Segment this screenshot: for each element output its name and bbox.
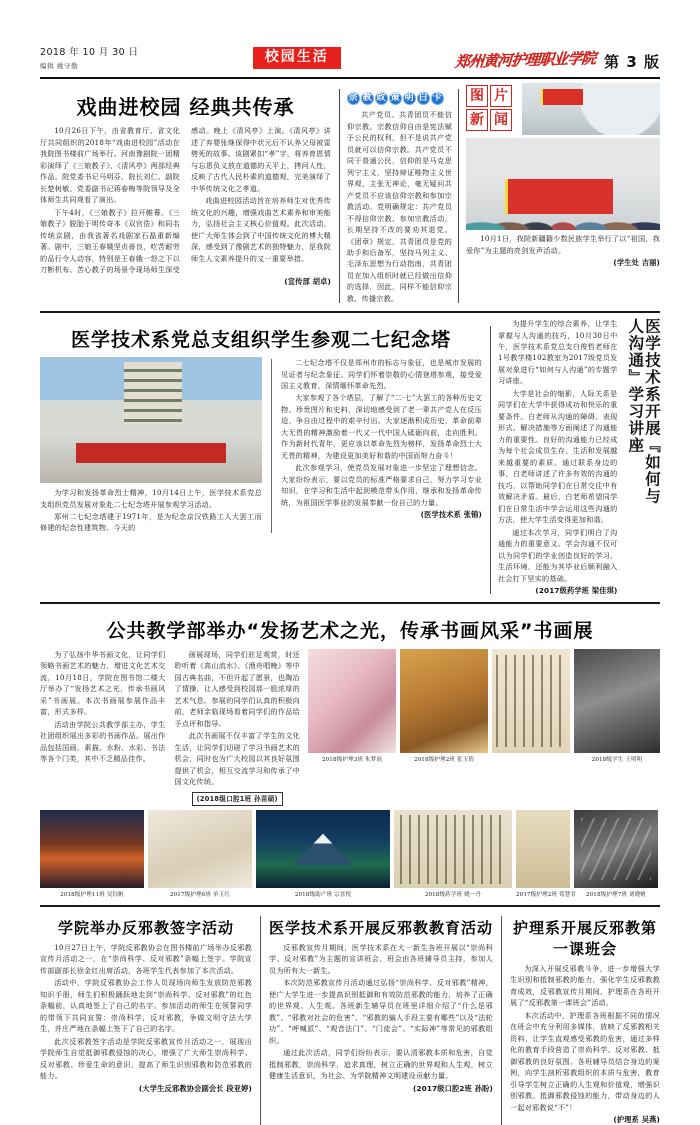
article-art-byline: (2018级口腔1班 孙苗硕) <box>192 792 283 807</box>
section-title-badge: 校园生活 <box>253 47 341 70</box>
article-anticult-class-body <box>510 963 660 1113</box>
paragraph: 二七纪念塔不仅是郑州市的标志与象征，也是城市发展的见证者与纪念象征。同学们怀着崇敬的心情登塔参观，接受爱国主义教育，深情缅怀革命先烈。 <box>281 358 482 390</box>
masthead-left <box>40 47 138 70</box>
article-memorial-right-body <box>281 357 482 508</box>
paragraph: 10月27日上午，学院反邪教协会在图书楼前广场举办反邪教宣传月活动之一，在“崇尚科学、反对邪教”条幅上签字。学院宣传部副部长徐金红出席活动，各班学生代表参加了本次活动。 <box>40 942 252 975</box>
artwork-caption: 2018级助产班 宗喜悦 <box>294 892 352 899</box>
artwork-caption: 2018级药学班 姚一丹 <box>424 892 482 899</box>
article-opera-body <box>40 125 331 275</box>
badge-char: 教 <box>362 93 373 104</box>
paragraph: 下午4时，《三娘教子》拉开帷幕。《三娘教子》脱胎于明传奇本《双官诰》和同名传统京剧，由我省著名戏剧家石磊重新编著。剧中，三娘王春娥坚贞善良，吃苦耐劳的品行令人动容，特别是王春娥一怒之下以刀断机布、苦心教子的场景令现场师生深受感动。晚上《清风亭》上演。《清风亭》讲述了弃婴张继保得中状元后不认养父母被雷劈死的故事。该剧紧扣“孝”字，将养育恩情与忘恩负义放在道德的天平上，拷问人性，反映了古代人民朴素的道德观，完美演绎了中华传统文化之孝道。 <box>40 126 331 274</box>
badge-char: 白 <box>418 93 429 104</box>
article-anticult-class-byline: (护理系 吴燕) <box>613 1115 660 1125</box>
badge-char: 卡 <box>432 93 443 104</box>
publication-logo: 郑州黄河护理职业学院 <box>454 49 597 71</box>
badge-char: 新 <box>466 109 488 131</box>
article-memorial-left-col <box>40 357 262 535</box>
article-anticult-education-byline: (2017级口腔2班 孙盼) <box>412 1083 493 1093</box>
article-anticult-education-body <box>269 942 493 1082</box>
article-anticult-class-headline: 护理系开展反邪教第一课班会 <box>512 918 657 958</box>
column-divider <box>501 916 502 1125</box>
religion-policy-card <box>347 83 458 305</box>
badge-char: 图 <box>466 85 488 107</box>
column-divider <box>260 916 261 1125</box>
artwork-caption: 2018级护理3班 朱梦瑶 <box>321 756 383 763</box>
artwork-image <box>574 649 660 753</box>
artwork-caption: 2018级护理2班 张玉倩 <box>413 756 475 763</box>
photo-news <box>466 83 660 305</box>
gallery-item <box>394 810 512 898</box>
article-anticult-signing <box>40 912 252 1125</box>
editor-credit: 编辑 姚守勤 <box>40 61 79 70</box>
article-anticult-signing-headline: 学院举办反邪教签字活动 <box>57 918 234 937</box>
article-communication <box>498 318 660 596</box>
artwork-image <box>148 810 252 888</box>
mid-block <box>0 318 700 596</box>
artwork-image <box>516 810 570 888</box>
gallery-item <box>256 810 390 898</box>
article-anticult-signing-body <box>40 942 252 1082</box>
article-anticult-education <box>269 912 493 1125</box>
paragraph: 大家参观了各个塔层，了解了“二·七”大罢工的各种历史文物、珍贵图片和史料，深切地感受到了老一辈共产党人在反压迫、争自由过程中的艰辛付出。大家逐渐积成历史，革命前辈大无畏的精神激励着一代又一代中国人砥砺向前，走向胜利。作为新时代青年，更应该以革命先烈为榜样，发扬革命烈士大无畏的精神，为建设更加美好和谐的中国而努力奋斗！ <box>281 393 482 460</box>
gallery-item <box>40 810 144 898</box>
artwork-image <box>308 649 396 753</box>
photo-news-badge <box>466 85 512 131</box>
article-memorial-right-col <box>281 357 482 535</box>
column-divider <box>490 326 491 594</box>
photo-students-with-flag <box>466 138 660 230</box>
paragraph: 此次反邪教签字活动是学院反邪教宣传月活动之一，展现出学院师生自觉抵御邪教侵蚀的决心，增强了广大师生崇尚科学、反对邪教、珍爱生命的意识，提高了师生识别邪教和防范邪教的能力。 <box>40 1036 252 1081</box>
article-opera-byline: (宣传部 胡卓) <box>284 277 331 287</box>
article-opera-headline: 戏曲进校园 经典共传承 <box>76 95 295 120</box>
publication-date: 2018 年 10 月 30 日 <box>40 47 139 58</box>
bottom-block <box>0 912 700 1125</box>
artwork-image <box>400 649 488 753</box>
paragraph: 为学习和发扬革命烈士精神，10月14日上午，医学技术系党总支组织党员发展对象赴二七纪念塔开展参观学习活动。 <box>40 488 262 509</box>
paragraph: 戏曲进校园活动旨在培养师生对优秀传统文化的兴趣，增强戏曲艺术素养和审美能力，弘扬社会主义核心价值观。此次活动，使广大师生体会到了中国传统文化的博大精深，感受到了豫剧艺术的独特魅力，是我院师生人文素养提升的又一重要举措。 <box>190 196 331 263</box>
paragraph: 10月26日下午，由省教育厅、省文化厅共同组织的2018年“戏曲进校园”活动在我院图书楼前广场举行。河南豫剧院一团精彩演绎了《三娘教子》、《清风亭》两部经典作品。院党委书记马明芬、院长刘仁、副院长楚树敏、党委副书记蒋春梅等院领导及全体师生共同观看了演出。 <box>40 126 180 205</box>
badge-char: 闻 <box>490 109 512 131</box>
column-divider <box>339 89 340 303</box>
religion-card-badge <box>347 85 445 105</box>
article-communication-body <box>498 318 623 596</box>
article-art-headline: 公共教学部举办“发扬艺术之光，传承书画风采”书画展 <box>106 619 594 642</box>
article-memorial-headline: 医学技术系党总支组织学生参观二七纪念塔 <box>70 329 451 352</box>
gallery-item <box>492 649 570 763</box>
badge-char: 策 <box>390 93 401 104</box>
artwork-image <box>492 649 570 753</box>
article-communication-headline: 医学技术系开展『如何与人沟通』学习讲座 <box>626 318 661 506</box>
paragraph: 画展现场，同学们驻足观赏，时还聆听着《高山流水》、《渔舟唱晚》等中国古典名曲，不但升起了愿景，也陶冶了情操，让人感受到校园那一股浓厚的艺术气息。参展的同学们认真的积极向前，老师亲临现场看着同学们的作品给予点评和指导。 <box>174 649 300 728</box>
badge-char: 片 <box>490 85 512 107</box>
badge-char: 宗 <box>348 93 359 104</box>
paragraph: 郑州二七纪念塔建于1971年，是为纪念京汉铁路工人大罢工而修建的纪念性建筑物。今天的 <box>40 511 262 533</box>
article-memorial-tower <box>40 318 490 596</box>
column-divider <box>458 89 459 303</box>
paragraph: 通过此次活动，同学们纷纷表示，要认清邪教本质和危害，自觉抵制邪教，崇尚科学，追求真理，树立正确的世界观和人生观，树立健康生活意识，为社会、为学院精神文明建设贡献力量。 <box>269 1048 493 1081</box>
article-opera <box>40 83 339 305</box>
article-art-exhibition <box>0 609 700 898</box>
article-communication-byline: (2017级药学班 梁佳琪) <box>535 586 618 596</box>
badge-char: 政 <box>376 93 387 104</box>
paragraph: 大学是社会的缩影，人际关系是同学们在大学中获得成功和快乐的重要条件。白老师从沟通的障碍、表现形式、解决措施等方面阐述了沟通能力的重要性。良好的沟通能力已经成为每个社会成员生存、生活和发展越来越重要的素质。通过联系身边的事，白老师讲述了许多有效的沟通的技巧，以帮助同学们在日常交往中有效解决矛盾。最后，白老师希望同学们在日常生活中学会运用这些沟通的方法，使大学生活变得更加和谐。 <box>498 388 618 525</box>
paragraph: 为深入开展反邪教斗争，进一步增强大学生识别和抵制邪教的能力，强化学生反邪教教育成效，反邪教宣传月期间，护理系在各班开展了“反邪教第一课班会”活动。 <box>510 963 660 1008</box>
gallery-top <box>308 649 660 763</box>
artwork-caption: 2017级护理2班 荀慧君 <box>516 892 577 899</box>
photo-memorial-tower <box>40 357 262 483</box>
paragraph: 10月1日，我院新疆籍少数民族学生举行了以“祖国，我爱你”为主题的亮剑发声活动。 <box>465 234 660 255</box>
paragraph: 反邪教宣传月期间，医学技术系在大一新生各班开展以“崇尚科学、反对邪教”为主题的宣讲班会，班会由各班辅导员主持，参加人员为所有大一新生。 <box>269 942 493 975</box>
artwork-caption: 2018级护理11班 吴钰帆 <box>60 892 124 899</box>
religion-card-body <box>347 109 452 304</box>
paragraph: 本次活动中，护理系各班根据不同的情况在班会中充分利用多媒体，放映了反邪教相关资料，让学生直观感受邪教的危害，通过多样化的教育手段营造了崇尚科学、反对邪教、抵御邪教的良好氛围。各班辅导员结合身边的案例，向学生剖析邪教组织的本质与危害，教育引导学生树立正确的人生观和价值观，增强识别邪教、抵御邪教侵蚀的能力，带动身边的人一起对邪教说“不”！ <box>510 1010 660 1112</box>
artwork-caption: 2017级护理6班 单玉红 <box>169 892 231 899</box>
article-anticult-class <box>510 912 660 1125</box>
article-anticult-education-headline: 医学技术系开展反邪教教育活动 <box>269 918 494 937</box>
paragraph: 活动中，学院反邪教协会工作人员现场向师生发放防范邪教知识手册，师生们积极踊跃地走到“崇尚科学、反对邪教”的红色条幅前，认真地签上了自己的名字。参加活动的师生在领誓同学的带领下共同宣誓：崇尚科学，反对邪教，争做文明守法大学生，并庄严地在条幅上签下了自己的名字。 <box>40 978 252 1034</box>
masthead <box>0 0 700 74</box>
gallery-item <box>574 649 660 763</box>
top-block <box>0 83 700 305</box>
photo-flag-ceremony <box>522 83 660 135</box>
artwork-image <box>394 810 512 888</box>
masthead-rule <box>40 77 660 79</box>
paragraph: 通过本次学习，同学们明白了沟通能力的重要意义。学会沟通不仅可以为同学们的学业创造良好的学习、生活环境，还能为其毕业后顺利融入社会打下坚实的基础。 <box>498 527 618 583</box>
artwork-caption: 2018级学生 王明明 <box>591 756 643 763</box>
article-art-text <box>40 649 300 806</box>
column-divider <box>271 359 272 533</box>
paragraph: 此次书画展不仅丰富了学生的文化生活，让同学们切磋了学习书画艺术的机会，同时也为广大校园以其良好氛围提供了机会，相互交流学习和传承了中国文化传统。 <box>174 731 300 787</box>
paragraph: 为了弘扬中华书画文化，让同学们领略书画艺术的魅力，增进文化艺术交流，10月18日，学院在图书馆二楼大厅举办了“发扬艺术之光，传承书画风采”书画展。本次书画展参展作品丰富，形式多样。 <box>40 649 166 717</box>
artwork-image <box>574 810 658 888</box>
paragraph: 共产党员、共青团员不能信仰宗教。宗教信仰自由是宪法赋予公民的权利，但不是说共产党员就可以信仰宗教。共产党员不同于普通公民，信仰的是马克思列宁主义，坚持辩证唯物主义世界观，主张无神论，毫无疑问共产党员不应该信仰宗教和参加宗教活动。党明确规定：共产党员不得信仰宗教、参加宗教活动，长期坚持不改的要劝其退党。《团章》规定，共青团员是党的助手和后备军，坚持马列主义、毛泽东思想为行动指南，共青团员在加入组织时就已经做出信仰的选择，因此，同样不能信仰宗教、传播宗教。 <box>346 110 453 303</box>
paragraph: 为提升学生的综合素养，让学生掌握与人沟通的技巧，10月30日中午，医学技术系党总支白俊哲老师在1号教学楼102教室为2017级党员发展对象进行“如何与人沟通”的专题学习讲座。 <box>498 319 618 386</box>
article-memorial-left-body <box>40 487 262 534</box>
paragraph: 活动由学院公共教学部主办，学生社团组织展出多彩的书画作品。展出作品包括国画、素描、水粉、水彩、书法等各个门类，其中不乏精品佳作。 <box>40 719 166 764</box>
gallery-bottom <box>40 810 660 898</box>
gallery-item <box>308 649 396 763</box>
article-memorial-byline: (医学技术系 张锦) <box>420 510 482 520</box>
section-divider <box>40 905 660 907</box>
article-anticult-signing-byline: (大学生反邪教协会副会长 段亚婷) <box>138 1083 252 1093</box>
artwork-image <box>256 810 390 888</box>
artwork-caption: 2018级护理7班 刘晓帆 <box>585 892 647 899</box>
photo-news-byline: (学生处 吉丽) <box>613 258 660 268</box>
section-divider <box>40 602 660 604</box>
masthead-right <box>454 49 660 71</box>
edition-number: 第 3 版 <box>604 53 660 71</box>
artwork-image <box>40 810 144 888</box>
paragraph: 此次参观学习，使党员发展对象进一步坚定了理想信念。大家纷纷表示，要以党员的标准严格要求自己，努力学习专业知识，在学习和生活中起到模范带头作用，继承和发扬革命传统，为祖国医学事业的发展奉献一份自己的力量。 <box>281 463 482 507</box>
gallery-item <box>574 810 658 898</box>
gallery-item <box>516 810 577 899</box>
photo-news-caption <box>466 233 660 256</box>
badge-char: 明 <box>404 93 415 104</box>
section-divider <box>40 311 660 313</box>
gallery-item <box>400 649 488 763</box>
paragraph: 本次防范邪教宣传月活动通过弘扬“崇尚科学、反对邪教”精神，使广大学生进一步提高识别抵御和有效防范邪教的能力，培养了正确的世界观、人生观。各班新生辅导员在班里详细介绍了“什么是邪教”、“邪教对社会的危害”、“邪教的骗人手段主要有哪些”以及“法轮功”、“呼喊派”、“观音法门”、“门徒会”、“实际神”等常见的邪教组织。 <box>269 978 493 1045</box>
gallery-item <box>148 810 252 898</box>
